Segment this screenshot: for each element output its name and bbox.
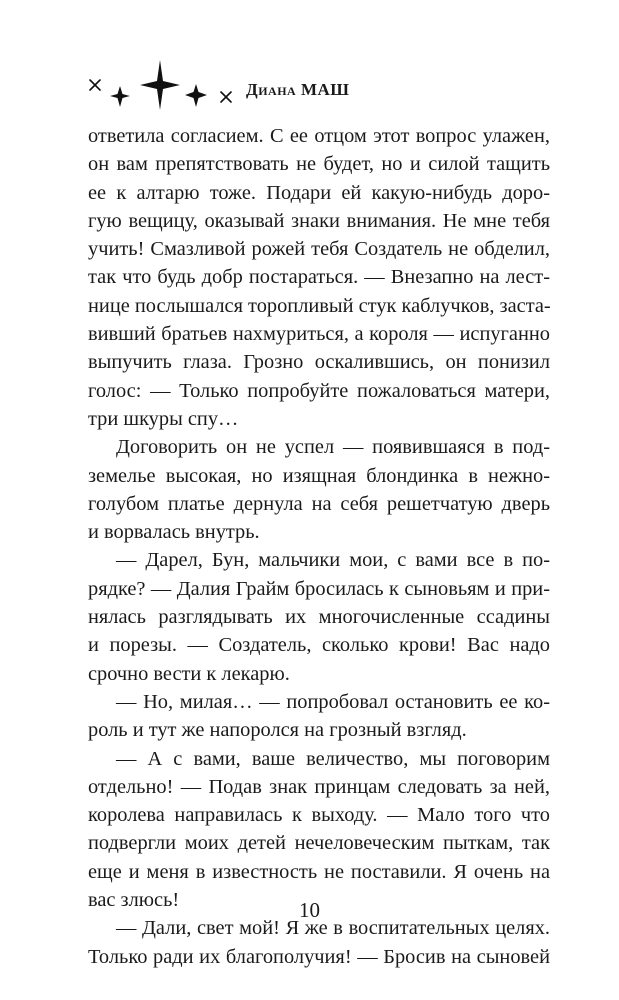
text-line: срочно вести к лекарю.: [88, 662, 290, 685]
text-line: так что будь добр постараться. — Внезапно на лест-: [88, 266, 550, 289]
text-line: нялась разглядывать их многочисленные ссадины: [88, 606, 550, 629]
text-line: — Дали, свет мой! Я же в воспитательных целях.: [116, 917, 550, 940]
text-line: Договорить он не успел — появившаяся в под-: [116, 436, 550, 459]
text-line: Только ради их благополучия! — Бросив на сыновей: [88, 945, 550, 968]
stars-ornament-icon: [88, 60, 238, 112]
text-line: земелье высокая, но изящная блондинка в нежно-: [88, 464, 550, 487]
text-line: вивший братьев нахмуриться, а короля — испуганно: [88, 323, 550, 346]
author-first-name: Диана: [246, 80, 297, 99]
text-line: еще и меня в известность не поставили. Я очень на: [88, 860, 550, 883]
text-line: ее к алтарю тоже. Подари ей какую-нибудь доро-: [88, 181, 550, 204]
text-line: роль и тут же напоролся на грозный взгляд.: [88, 719, 467, 742]
text-line: и ворвалась внутрь.: [88, 521, 260, 544]
body-text: [88, 122, 550, 971]
text-line: — Но, милая… — попробовал остановить ее ко-: [116, 690, 550, 713]
text-line: он вам препятствовать не будет, но и силой тащить: [88, 153, 550, 176]
running-header: [88, 60, 238, 112]
text-line: гую вещицу, оказывай знаки внимания. Не мне тебя: [88, 209, 550, 232]
text-line: три шкуры спу…: [88, 407, 239, 430]
text-line: отдельно! — Подав знак принцам следовать за ней,: [88, 775, 550, 798]
text-line: и порезы. — Создатель, сколько крови! Вас надо: [88, 634, 550, 657]
text-line: голос: — Только попробуйте пожаловаться матери,: [88, 379, 550, 402]
text-line: королева направилась к выходу. — Мало того что: [88, 804, 550, 827]
text-line: вас злюсь!: [88, 889, 180, 912]
text-line: голубом платье дернула на себя решетчатую дверь: [88, 492, 550, 515]
text-line: ответила согласием. С ее отцом этот вопрос улажен,: [88, 125, 550, 147]
text-line: — А с вами, ваше величество, мы поговорим: [116, 747, 550, 770]
author-name: [246, 80, 349, 100]
text-line: подвергли моих детей нечеловеческим пыткам, так: [88, 832, 550, 855]
author-last-name: МАШ: [300, 80, 350, 99]
text-line: — Дарел, Бун, мальчики мои, с вами все в по-: [116, 549, 550, 572]
text-line: рядке? — Далия Грайм бросилась к сыновьям и при-: [88, 577, 550, 600]
text-line: выпучить глаза. Грозно оскалившись, он понизил: [88, 351, 550, 374]
page-number: 10: [299, 898, 320, 922]
text-line: нице послышался торопливый стук каблучков, заста-: [88, 294, 551, 317]
text-line: учить! Смазливой рожей тебя Создатель не обделил,: [88, 238, 550, 261]
